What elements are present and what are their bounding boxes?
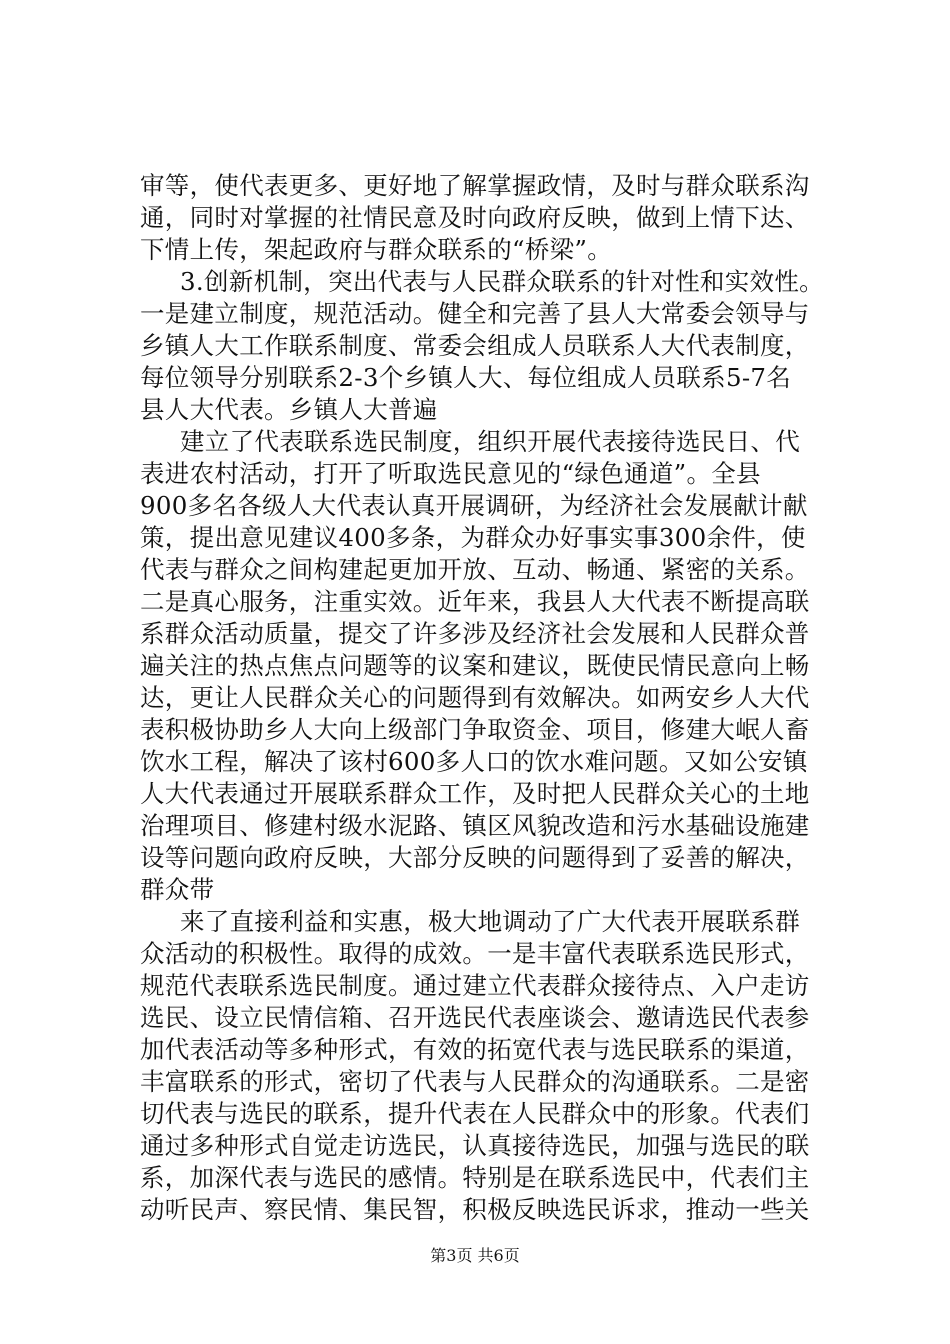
text-line: 表积极协助乡人大向上级部门争取资金、项目，修建大岷人畜 (140, 715, 810, 744)
text-line: 表进农村活动，打开了听取选民意见的“绿色通道”。全县 (140, 459, 761, 488)
text-line: 二是真心服务，注重实效。近年来，我县人大代表不断提高联 (140, 587, 810, 616)
text-line: 审等，使代表更多、更好地了解掌握政情，及时与群众联系沟 (140, 171, 810, 200)
text-line: 规范代表联系选民制度。通过建立代表群众接待点、入户走访 (140, 971, 810, 1000)
text-line: 900多名各级人大代表认真开展调研，为经济社会发展献计献 (140, 491, 808, 520)
text-line: 达，更让人民群众关心的问题得到有效解决。如两安乡人大代 (140, 683, 810, 712)
paragraph-start-line: 建立了代表联系选民制度，组织开展代表接待选民日、代 (180, 427, 800, 456)
text-line: 系群众活动质量，提交了许多涉及经济社会发展和人民群众普 (140, 619, 810, 648)
text-line: 策，提出意见建议400多条，为群众办好事实事300余件，使 (140, 523, 806, 552)
text-line: 动听民声、察民情、集民智，积极反映选民诉求，推动一些关 (140, 1195, 810, 1224)
text-line: 代表与群众之间构建起更加开放、互动、畅通、紧密的关系。 (140, 555, 810, 584)
text-line: 通，同时对掌握的社情民意及时向政府反映，做到上情下达、 (140, 203, 810, 232)
text-line: 遍关注的热点焦点问题等的议案和建议，既使民情民意向上畅 (140, 651, 810, 680)
text-line: 通过多种形式自觉走访选民，认真接待选民，加强与选民的联 (140, 1131, 810, 1160)
page-number-footer: 第3页 共6页 (430, 1246, 520, 1265)
text-line: 乡镇人大工作联系制度、常委会组成人员联系人大代表制度， (140, 331, 810, 360)
text-line: 群众带 (140, 875, 215, 904)
text-line: 每位领导分别联系2-3个乡镇人大、每位组成人员联系5-7名 (140, 363, 792, 392)
text-line: 治理项目、修建村级水泥路、镇区风貌改造和污水基础设施建 (140, 811, 810, 840)
text-line: 切代表与选民的联系，提升代表在人民群众中的形象。代表们 (140, 1099, 810, 1128)
text-line: 人大代表通过开展联系群众工作，及时把人民群众关心的土地 (140, 779, 810, 808)
text-line: 县人大代表。乡镇人大普遍 (140, 395, 438, 424)
text-line: 设等问题向政府反映，大部分反映的问题得到了妥善的解决， (140, 843, 810, 872)
text-line: 丰富联系的形式，密切了代表与人民群众的沟通联系。二是密 (140, 1067, 810, 1096)
text-line: 加代表活动等多种形式，有效的拓宽代表与选民联系的渠道， (140, 1035, 810, 1064)
text-line: 系，加深代表与选民的感情。特别是在联系选民中，代表们主 (140, 1163, 810, 1192)
document-body (140, 170, 840, 1226)
paragraph-start-line: 来了直接利益和实惠，极大地调动了广大代表开展联系群 (180, 907, 800, 936)
text-line: 选民、设立民情信箱、召开选民代表座谈会、邀请选民代表参 (140, 1003, 810, 1032)
text-line: 众活动的积极性。取得的成效。一是丰富代表联系选民形式， (140, 939, 810, 968)
text-line: 饮水工程，解决了该村600多人口的饮水难问题。又如公安镇 (140, 747, 808, 776)
text-line: 下情上传，架起政府与群众联系的“桥梁”。 (140, 235, 613, 264)
text-line: 一是建立制度，规范活动。健全和完善了县人大常委会领导与 (140, 299, 810, 328)
section-heading-line: 3.创新机制，突出代表与人民群众联系的针对性和实效性。 (180, 267, 824, 296)
